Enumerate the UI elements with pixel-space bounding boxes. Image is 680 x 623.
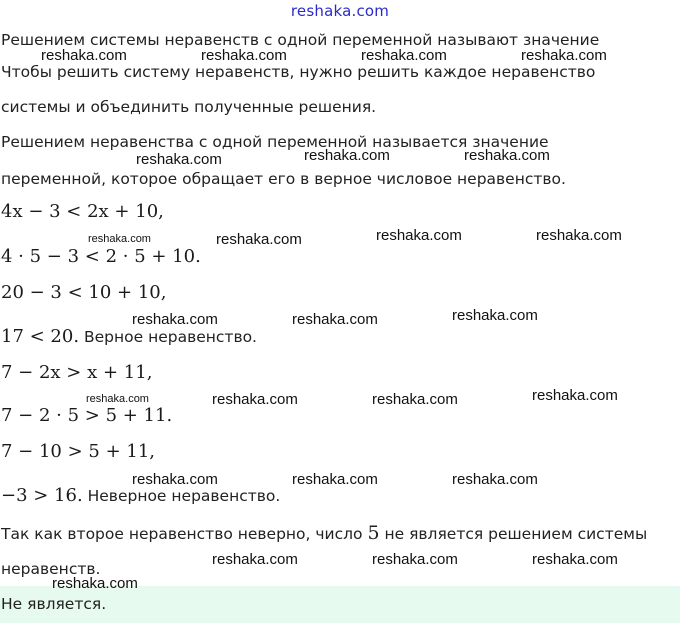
- watermark: reshaka.com: [132, 311, 218, 328]
- math-second-result: [1, 485, 280, 506]
- watermark: reshaka.com: [532, 387, 618, 404]
- watermark: reshaka.com: [452, 471, 538, 488]
- watermark: reshaka.com: [372, 551, 458, 568]
- math-second-inequality: 7 − 2x > x + 11,: [1, 362, 153, 383]
- watermark: reshaka.com: [136, 151, 222, 168]
- math-first-inequality: 4x − 3 < 2x + 10,: [1, 201, 164, 222]
- watermark: reshaka.com: [292, 311, 378, 328]
- math-second-result-note: Неверное неравенство.: [82, 487, 281, 505]
- math-first-simplify: 20 − 3 < 10 + 10,: [1, 282, 167, 303]
- math-first-result-expr: 17 < 20.: [1, 326, 80, 347]
- method-line-2: системы и объединить полученные решения.: [1, 98, 377, 116]
- watermark: reshaka.com: [216, 231, 302, 248]
- watermark: reshaka.com: [372, 391, 458, 408]
- watermark: reshaka.com: [292, 471, 378, 488]
- math-second-substitution: 7 − 2 · 5 > 5 + 11.: [1, 405, 173, 426]
- watermark: reshaka.com: [212, 551, 298, 568]
- watermark: reshaka.com: [376, 227, 462, 244]
- watermark: reshaka.com: [132, 471, 218, 488]
- watermark: reshaka.com: [464, 147, 550, 164]
- math-first-result-note: Верное неравенство.: [79, 328, 257, 346]
- watermark: reshaka.com: [361, 47, 447, 64]
- watermark: reshaka.com: [532, 551, 618, 568]
- site-header[interactable]: reshaka.com: [290, 2, 390, 20]
- watermark: reshaka.com: [452, 307, 538, 324]
- watermark: reshaka.com: [304, 147, 390, 164]
- math-second-simplify: 7 − 10 > 5 + 11,: [1, 441, 156, 462]
- conclusion-part-2: не является решением системы: [379, 525, 648, 543]
- conclusion-line-1: [1, 522, 647, 544]
- watermark: reshaka.com: [521, 47, 607, 64]
- math-first-substitution: 4 · 5 − 3 < 2 · 5 + 10.: [1, 246, 201, 267]
- watermark: reshaka.com: [52, 575, 138, 592]
- definition-system-solution: Решением системы неравенств с одной переменной называют значение: [1, 31, 600, 49]
- definition-inequality-line-2: переменной, которое обращает его в верное числовое неравенство.: [1, 170, 566, 188]
- watermark: reshaka.com: [536, 227, 622, 244]
- watermark: reshaka.com: [86, 393, 149, 405]
- watermark: reshaka.com: [41, 47, 127, 64]
- answer-text: Не является.: [1, 595, 107, 613]
- watermark: reshaka.com: [212, 391, 298, 408]
- math-second-result-expr: −3 > 16.: [1, 485, 83, 506]
- conclusion-line-2: неравенств.: [1, 560, 101, 578]
- definition-inequality-line-1: Решением неравенства с одной переменной называется значение: [1, 133, 549, 151]
- watermark: reshaka.com: [201, 47, 287, 64]
- conclusion-number: 5: [367, 522, 380, 544]
- method-line-1: Чтобы решить систему неравенств, нужно решить каждое неравенство: [1, 63, 596, 81]
- watermark: reshaka.com: [88, 233, 151, 245]
- math-first-result: [1, 326, 257, 347]
- conclusion-part-1: Так как второе неравенство неверно, число: [1, 525, 368, 543]
